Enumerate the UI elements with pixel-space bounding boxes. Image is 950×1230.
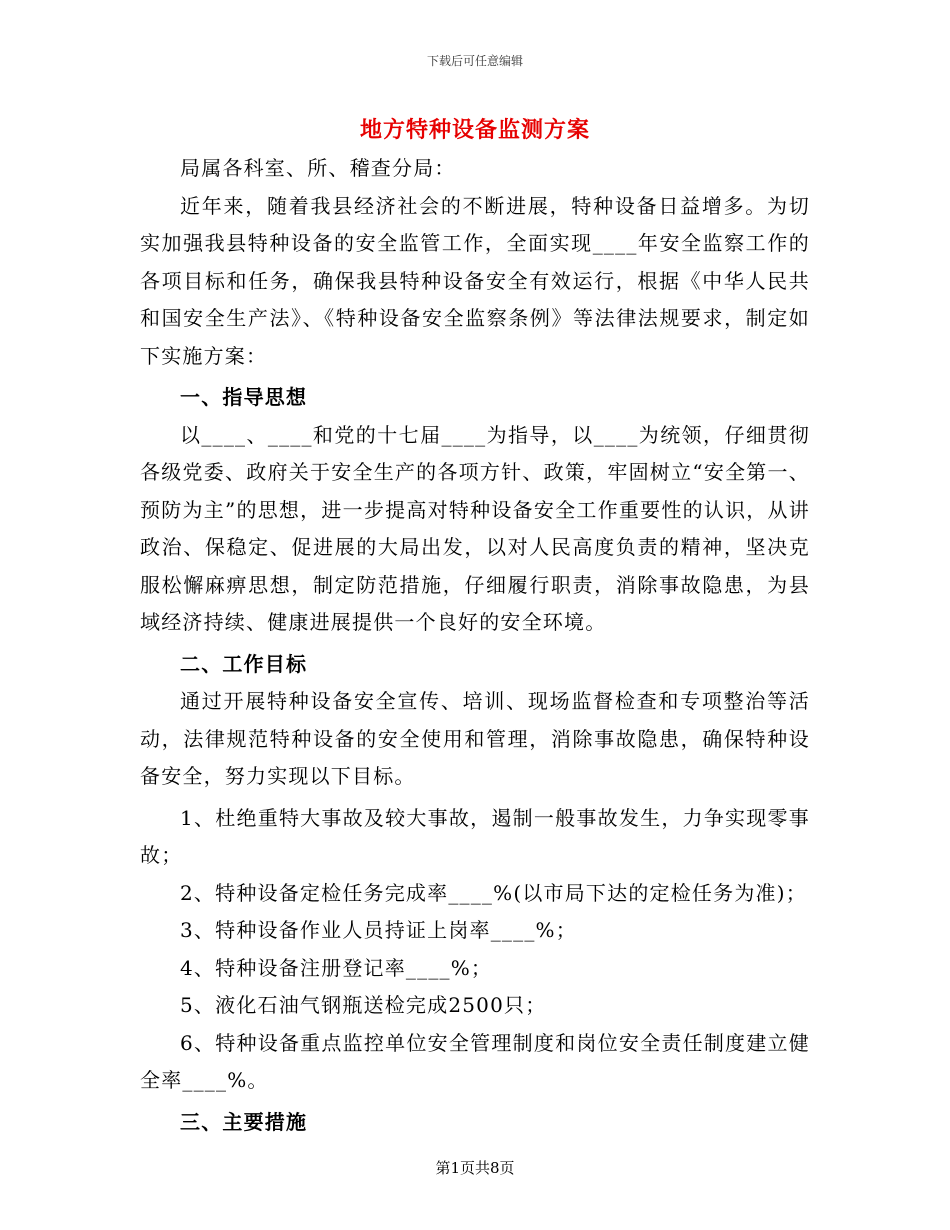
intro-paragraph: 近年来，随着我县经济社会的不断进展，特种设备日益增多。为切实加强我县特种设备的安全监管工作，全面实现____年安全监察工作的各项目标和任务，确保我县特种设备安全有效运行，根据《中华人民共和国安全生产法》、《特种设备安全监察条例》等法律法规要求，制定如下实施方案： bbox=[140, 193, 810, 368]
work-goals-paragraph: 通过开展特种设备安全宣传、培训、现场监督检查和专项整治等活动，法律规范特种设备的安全使用和管理，消除事故隐患，确保特种设备安全，努力实现以下目标。 bbox=[140, 689, 810, 788]
header-note: 下载后可任意编辑 bbox=[426, 54, 523, 68]
section-heading-main-measures: 三、主要措施 bbox=[180, 1109, 308, 1134]
goal-item: 6、特种设备重点监控单位安全管理制度和岗位安全责任制度建立健全率____%。 bbox=[140, 1030, 810, 1092]
section-heading-work-goals: 二、工作目标 bbox=[180, 651, 308, 676]
document-body bbox=[140, 150, 810, 1141]
salutation: 局属各科室、所、稽查分局： bbox=[180, 156, 456, 180]
guiding-ideology-paragraph: 以____、____和党的十七届____为指导，以____为统领，仔细贯彻各级党委、政府关于安全生产的各项方针、政策，牢固树立“安全第一、预防为主”的思想，进一步提高对特种设备安全工作重要性的认识，从讲政治、保稳定、促进展的大局出发，以对人民高度负责的精神，坚决克服松懈麻痹思想，制定防范措施，仔细履行职责，消除事故隐患，为县域经济持续、健康进展提供一个良好的安全环境。 bbox=[140, 422, 810, 634]
goal-item: 4、特种设备注册登记率____%； bbox=[180, 955, 493, 980]
goal-item: 2、特种设备定检任务完成率____%(以市局下达的定检任务为准)； bbox=[180, 880, 807, 905]
goal-item: 3、特种设备作业人员持证上岗率____%； bbox=[180, 918, 577, 942]
page-footer: 第1页共8页 bbox=[435, 1159, 515, 1177]
goal-item: 5、液化石油气钢瓶送检完成2500只； bbox=[180, 993, 547, 1017]
goal-item: 1、杜绝重特大事故及较大事故，遏制一般事故发生，力争实现零事故； bbox=[140, 805, 810, 867]
document-title: 地方特种设备监测方案 bbox=[359, 117, 590, 143]
section-heading-guiding-ideology: 一、指导思想 bbox=[180, 385, 308, 409]
